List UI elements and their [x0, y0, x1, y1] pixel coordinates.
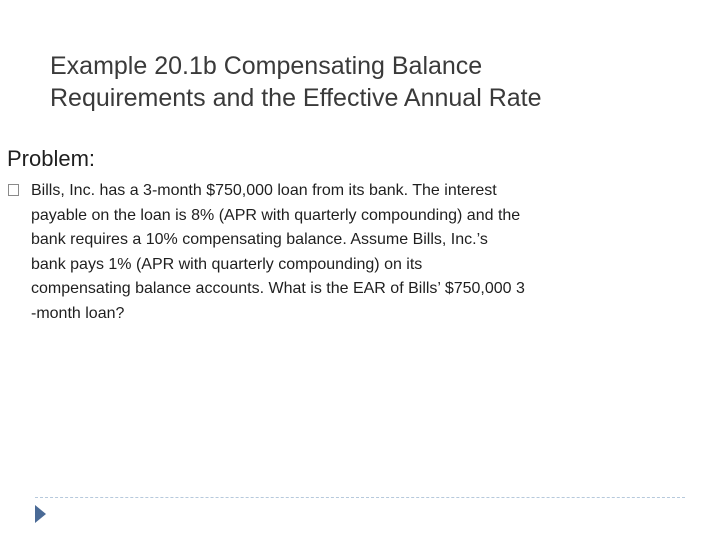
problem-text-line: payable on the loan is 8% (APR with quarterly compounding) and the — [31, 206, 521, 224]
bullet-square-icon — [8, 184, 19, 196]
problem-text-line: Bills, Inc. has a 3-month $750,000 loan from its bank. The interest — [31, 182, 497, 199]
slide-title-line: Requirements and the Effective Annual Rate — [50, 84, 542, 112]
problem-text-line: bank pays 1% (APR with quarterly compounding) on its — [31, 255, 423, 273]
slide-title-line: Example 20.1b Compensating Balance — [50, 52, 483, 80]
footer-divider — [35, 497, 685, 498]
navigation-triangle-icon — [35, 505, 46, 523]
problem-text-line: -month loan? — [31, 304, 125, 322]
slide-title — [50, 50, 690, 114]
problem-heading: Problem: — [7, 146, 96, 171]
problem-text-line: bank requires a 10% compensating balance. Assume Bills, Inc.’s — [31, 231, 488, 248]
problem-text-line: compensating balance accounts. What is the EAR of Bills’ $750,000 3 — [31, 280, 525, 297]
problem-text — [31, 179, 691, 326]
